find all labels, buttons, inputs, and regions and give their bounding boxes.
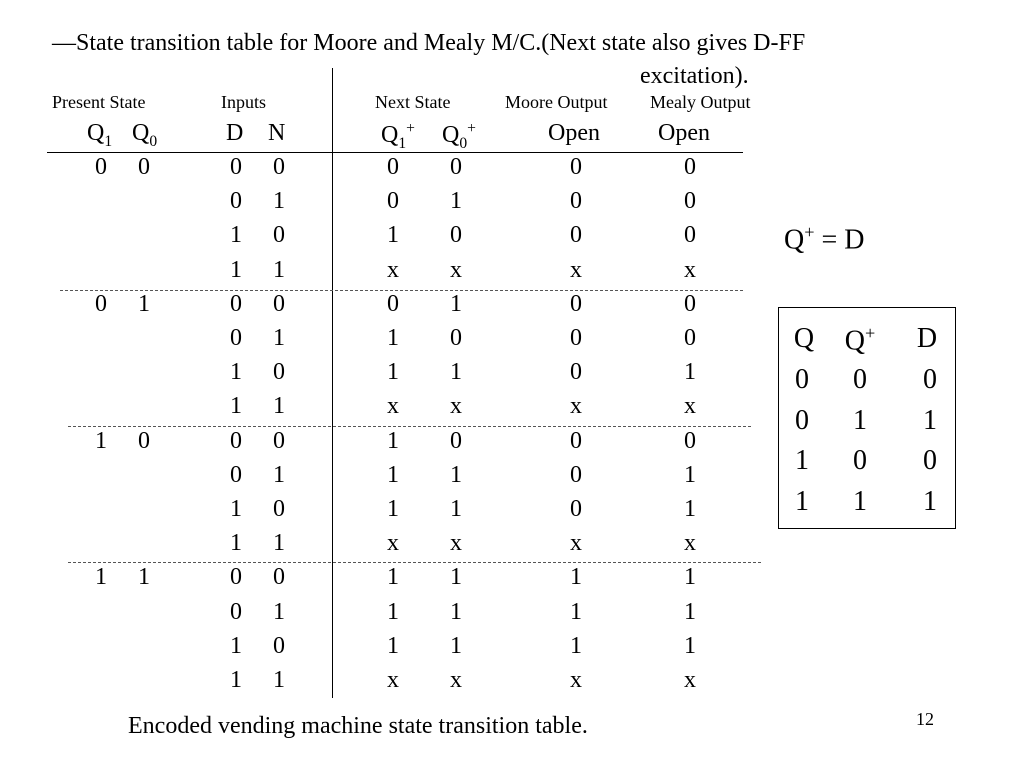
cell-next-q1: 1 <box>387 598 399 625</box>
group-separator-3 <box>68 562 761 563</box>
cell-present-q1: 0 <box>95 154 107 180</box>
cell-moore-open: x <box>570 393 582 420</box>
dff-cell-d: 0 <box>923 445 937 476</box>
cell-input-d: 1 <box>230 667 242 693</box>
cell-next-q0: 1 <box>450 290 462 317</box>
cell-mealy-open: 0 <box>684 188 696 215</box>
cell-input-n: 0 <box>273 359 285 386</box>
cell-input-d: 1 <box>230 530 242 557</box>
symbol-mealy-open: Open <box>658 120 710 146</box>
cell-mealy-open: x <box>684 393 696 420</box>
cell-next-q1: 1 <box>387 359 399 386</box>
cell-next-q1: x <box>387 256 399 283</box>
cell-mealy-open: 0 <box>684 154 696 180</box>
dff-cell-q-plus: 0 <box>853 445 867 476</box>
cell-moore-open: 1 <box>570 598 582 625</box>
cell-next-q1: 1 <box>387 564 399 591</box>
cell-mealy-open: 1 <box>684 359 696 386</box>
cell-input-n: 1 <box>273 461 285 488</box>
cell-input-d: 1 <box>230 222 242 249</box>
dff-header-q: Q <box>793 323 815 354</box>
cell-next-q0: 1 <box>450 359 462 386</box>
cell-mealy-open: 1 <box>684 461 696 488</box>
cell-moore-open: 1 <box>570 632 582 659</box>
cell-input-d: 0 <box>230 598 242 625</box>
cell-next-q0: 1 <box>450 564 462 591</box>
dff-cell-q: 0 <box>795 364 809 395</box>
cell-input-n: 1 <box>273 530 285 557</box>
cell-input-n: 0 <box>273 427 285 454</box>
cell-next-q1: 1 <box>387 496 399 522</box>
cell-input-n: 0 <box>273 632 285 659</box>
dff-cell-q-plus: 1 <box>853 485 867 517</box>
cell-next-q0: x <box>450 256 462 283</box>
cell-input-d: 0 <box>230 564 242 591</box>
table-caption: Encoded vending machine state transition table. <box>128 713 588 739</box>
cell-input-d: 1 <box>230 359 242 386</box>
cell-mealy-open: 1 <box>684 564 696 591</box>
symbol-q0: $Q_0$ <box>132 120 158 150</box>
dff-header-q-plus: Q+ <box>844 323 876 357</box>
cell-input-n: 0 <box>273 222 285 249</box>
page-number: 12 <box>916 709 934 729</box>
cell-input-n: 1 <box>273 325 285 351</box>
cell-next-q1: 1 <box>387 461 399 488</box>
dff-cell-d: 1 <box>923 404 937 436</box>
cell-input-d: 1 <box>230 496 242 522</box>
cell-next-q0: 1 <box>450 496 462 522</box>
cell-moore-open: 0 <box>570 427 582 454</box>
cell-present-q1: 1 <box>95 427 107 454</box>
symbol-q0-plus: $Q_0^+$ <box>442 120 476 152</box>
cell-next-q0: 1 <box>450 598 462 625</box>
cell-input-d: 1 <box>230 632 242 659</box>
dff-cell-q: 1 <box>795 445 809 476</box>
header-underline <box>47 152 743 153</box>
cell-present-q1: 1 <box>95 564 107 591</box>
cell-moore-open: 0 <box>570 290 582 317</box>
cell-mealy-open: x <box>684 256 696 283</box>
header-mealy-output: Mealy Output <box>650 92 751 112</box>
cell-mealy-open: 0 <box>684 427 696 454</box>
cell-input-d: 1 <box>230 256 242 283</box>
cell-input-n: 1 <box>273 256 285 283</box>
symbol-q1-plus: $Q_1^+$ <box>381 120 415 152</box>
cell-present-q0: 0 <box>138 427 150 454</box>
cell-input-n: 0 <box>273 290 285 317</box>
cell-next-q1: 1 <box>387 325 399 351</box>
cell-next-q1: 1 <box>387 222 399 249</box>
cell-present-q0: 1 <box>138 564 150 591</box>
symbol-moore-open: Open <box>548 120 600 146</box>
dff-header-d: D <box>916 323 938 354</box>
cell-input-d: 0 <box>230 154 242 180</box>
cell-mealy-open: 1 <box>684 598 696 625</box>
cell-input-d: 0 <box>230 188 242 215</box>
symbol-d: D <box>226 120 244 146</box>
cell-next-q0: x <box>450 667 462 693</box>
cell-next-q1: 0 <box>387 188 399 215</box>
cell-mealy-open: 0 <box>684 222 696 249</box>
dff-cell-q: 0 <box>795 404 809 436</box>
cell-next-q0: 0 <box>450 154 462 180</box>
cell-next-q0: x <box>450 530 462 557</box>
cell-input-n: 0 <box>273 154 285 180</box>
cell-moore-open: 0 <box>570 188 582 215</box>
cell-moore-open: x <box>570 256 582 283</box>
symbol-n: N <box>268 120 286 146</box>
header-next-state: Next State <box>375 92 451 112</box>
symbol-q1: $Q_1$ <box>87 120 113 150</box>
cell-input-n: 1 <box>273 188 285 215</box>
header-inputs: Inputs <box>221 92 266 112</box>
cell-moore-open: 1 <box>570 564 582 591</box>
cell-next-q0: x <box>450 393 462 420</box>
cell-input-n: 0 <box>273 496 285 522</box>
equation-q-plus-equals-d: Q+ = D <box>784 222 865 256</box>
cell-present-q0: 1 <box>138 290 150 317</box>
cell-next-q1: x <box>387 667 399 693</box>
cell-moore-open: 0 <box>570 496 582 522</box>
cell-mealy-open: 1 <box>684 496 696 522</box>
slide-title-line-1: —State transition table for Moore and Mealy M/C.(Next state also gives D-FF <box>52 30 806 56</box>
cell-mealy-open: 1 <box>684 632 696 659</box>
cell-present-q0: 0 <box>138 154 150 180</box>
cell-input-n: 1 <box>273 598 285 625</box>
cell-input-n: 0 <box>273 564 285 591</box>
cell-input-d: 0 <box>230 427 242 454</box>
cell-next-q1: 0 <box>387 154 399 180</box>
dff-cell-q-plus: 0 <box>853 364 867 395</box>
cell-present-q1: 0 <box>95 290 107 317</box>
cell-mealy-open: 0 <box>684 290 696 317</box>
cell-moore-open: x <box>570 667 582 693</box>
dff-cell-q: 1 <box>795 485 809 517</box>
cell-moore-open: 0 <box>570 461 582 488</box>
cell-next-q1: 1 <box>387 427 399 454</box>
dff-cell-q-plus: 1 <box>853 404 867 436</box>
dff-cell-d: 0 <box>923 364 937 395</box>
cell-moore-open: 0 <box>570 154 582 180</box>
cell-input-n: 1 <box>273 667 285 693</box>
cell-mealy-open: x <box>684 667 696 693</box>
header-present-state: Present State <box>52 92 146 112</box>
cell-next-q0: 0 <box>450 325 462 351</box>
cell-moore-open: 0 <box>570 325 582 351</box>
dff-cell-d: 1 <box>923 485 937 517</box>
table-vertical-divider <box>332 68 333 698</box>
cell-next-q0: 1 <box>450 188 462 215</box>
cell-mealy-open: x <box>684 530 696 557</box>
slide-title-line-2: excitation). <box>640 63 749 89</box>
cell-input-d: 1 <box>230 393 242 420</box>
cell-next-q0: 0 <box>450 222 462 249</box>
cell-input-d: 0 <box>230 290 242 317</box>
group-separator-2 <box>68 426 751 427</box>
cell-next-q0: 1 <box>450 632 462 659</box>
cell-moore-open: 0 <box>570 359 582 386</box>
cell-next-q0: 1 <box>450 461 462 488</box>
cell-moore-open: x <box>570 530 582 557</box>
header-moore-output: Moore Output <box>505 92 608 112</box>
cell-input-d: 0 <box>230 325 242 351</box>
cell-mealy-open: 0 <box>684 325 696 351</box>
cell-moore-open: 0 <box>570 222 582 249</box>
cell-input-n: 1 <box>273 393 285 420</box>
cell-next-q1: x <box>387 393 399 420</box>
cell-next-q1: 1 <box>387 632 399 659</box>
cell-next-q0: 0 <box>450 427 462 454</box>
cell-next-q1: x <box>387 530 399 557</box>
cell-input-d: 0 <box>230 461 242 488</box>
cell-next-q1: 0 <box>387 290 399 317</box>
